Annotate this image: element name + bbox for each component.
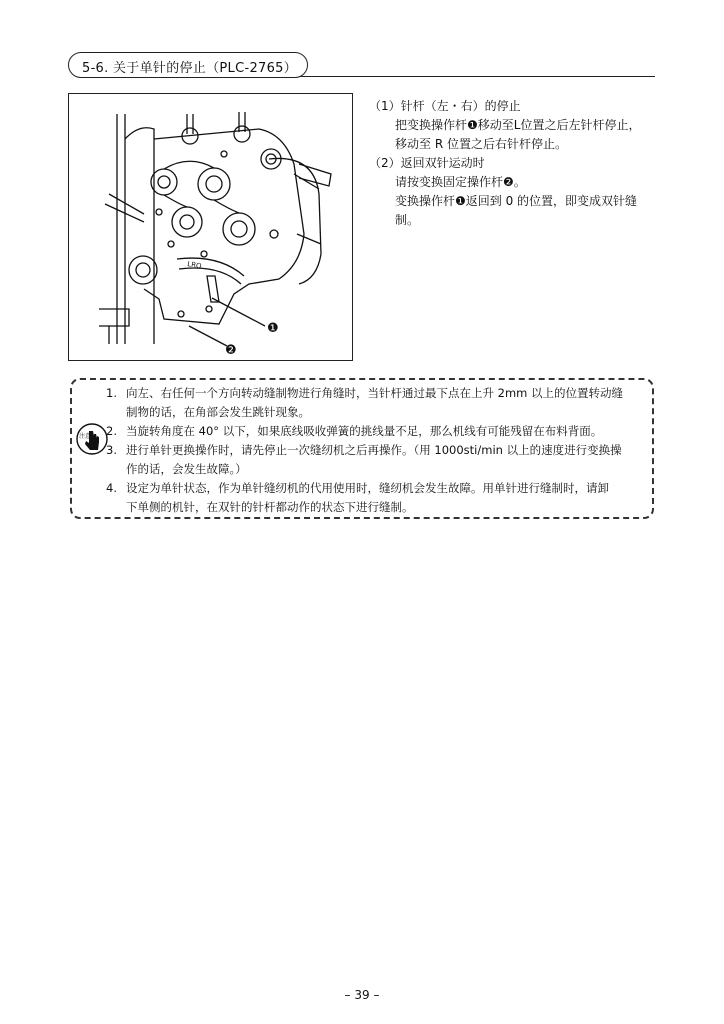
caution-item-number: 1. (106, 386, 117, 400)
caution-item-2 (106, 422, 646, 441)
caution-item-number: 2. (106, 424, 117, 438)
step1-line1: 把变换操作杆❶移动至L位置之后左针杆停止， (395, 118, 641, 132)
step2-line1: 请按变换固定操作杆❷。 (395, 175, 526, 189)
step2-title: （2）返回双针运动时 (369, 156, 485, 170)
svg-text:❷: ❷ (225, 343, 237, 358)
caution-item-3 (106, 441, 646, 479)
lever-position-scale: LRO (186, 260, 203, 271)
caution-item-number: 3. (106, 443, 117, 457)
caution-item-text: 进行单针更换操作时，请先停止一次缝纫机之后再操作。（用 1000sti/min 以上的速度进行变换操 (126, 443, 622, 457)
caution-item-text: 制物的话，在角部会发生跳针现象。 (126, 405, 310, 419)
step2-line2: 变换操作杆❶返回到 0 的位置，即变成双针缝 (395, 194, 638, 208)
caution-item-number: 4. (106, 481, 117, 495)
caution-item-text: 向左、右任何一个方向转动缝制物进行角缝时，当针杆通过最下点在上升 2mm 以上的位置转动缝 (126, 386, 624, 400)
caution-item-text: 下单侧的机针，在双针的针杆都动作的状态下进行缝制。 (126, 500, 414, 514)
section-title: 5-6. 关于单针的停止（PLC-2765） (82, 61, 298, 76)
instructions (369, 97, 659, 230)
svg-text:❶: ❶ (267, 321, 279, 336)
page-number: – 39 – (344, 988, 380, 1002)
caution-list (106, 384, 646, 517)
step1-title: （1）针杆（左・右）的停止 (369, 99, 521, 113)
heading-rule (300, 76, 655, 77)
step1-line2: 移动至 R 位置之后右针杆停止。 (395, 137, 567, 151)
caution-item-4 (106, 479, 646, 517)
caution-hand-icon (76, 423, 108, 455)
svg-text:注意: 注意 (79, 433, 92, 440)
callout-2 (225, 343, 237, 358)
caution-item-text: 当旋转角度在 40° 以下，如果底线吸收弹簧的挑线量不足，那么机线有可能残留在布料背面。 (126, 424, 603, 438)
caution-item-text: 设定为单针状态，作为单针缝纫机的代用使用时，缝纫机会发生故障。用单针进行缝制时，请卸 (126, 481, 609, 495)
mechanism-illustration (68, 93, 353, 361)
caution-item-1 (106, 384, 646, 422)
caution-item-text: 作的话，会发生故障。） (126, 462, 247, 476)
callout-1 (267, 321, 279, 336)
sewing-machine-mechanism-drawing (69, 94, 354, 362)
step2-line3: 制。 (395, 213, 420, 227)
